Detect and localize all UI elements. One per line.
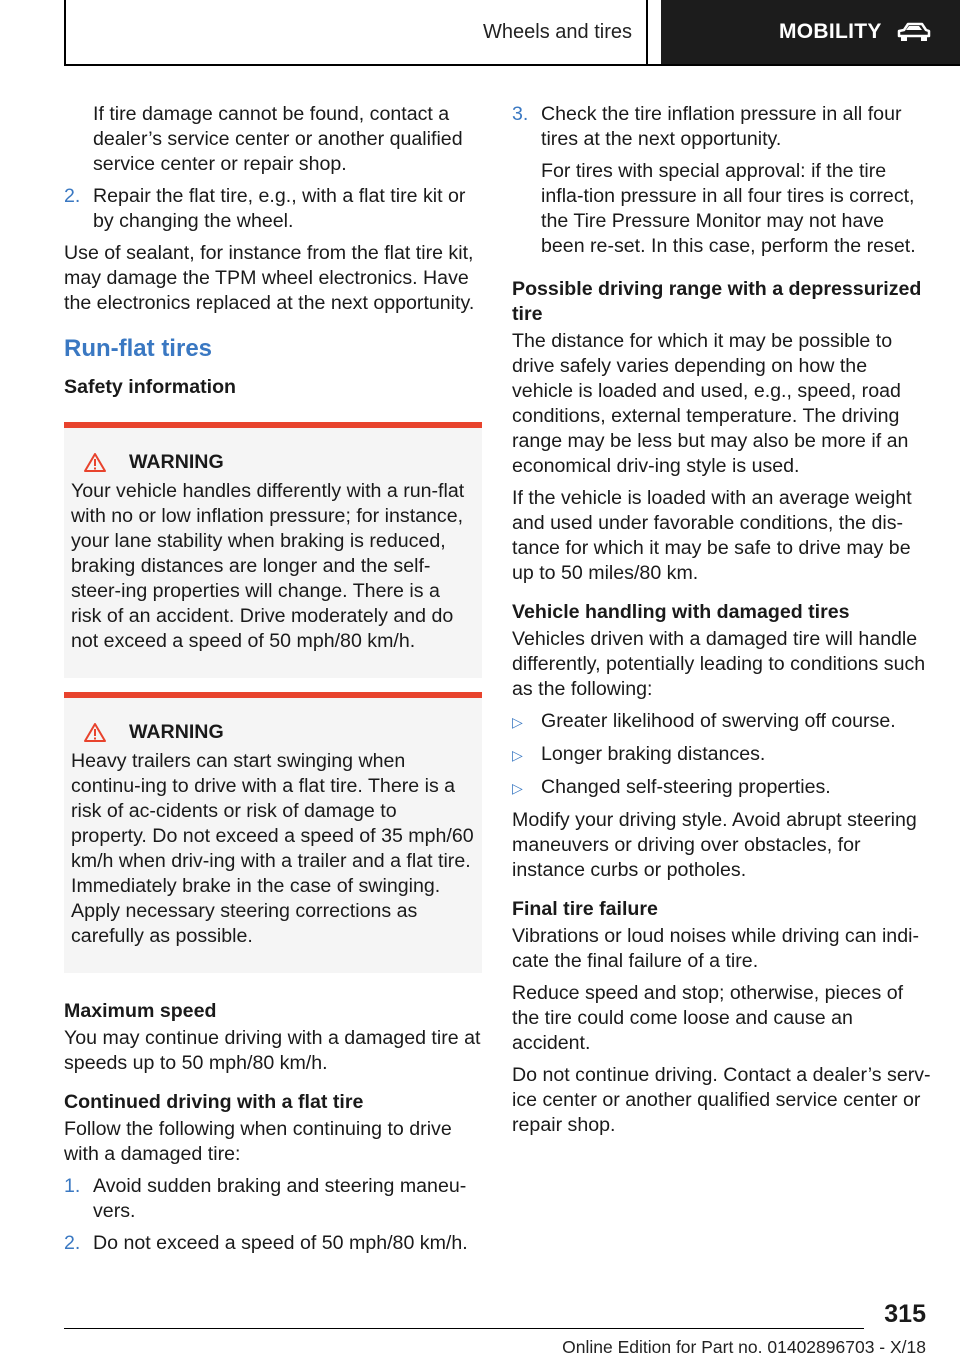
step-text: Do not exceed a speed of 50 mph/80 km/h.	[93, 1232, 468, 1254]
bullet-text: Longer braking distances.	[541, 743, 766, 765]
step-text: Avoid sudden braking and steering maneu-vers.	[93, 1175, 467, 1222]
warning-title: WARNING	[129, 721, 224, 743]
header-rule	[64, 64, 960, 66]
paragraph: The distance for which it may be possible to drive safely varies depending on how the vehicle is loaded and used, e.g., speed, road conditions, external temperature. The driving range may be less but may also be more if an economical driv-ing style is used.	[512, 330, 909, 477]
warning-text: Heavy trailers can start swinging when continu-ing to drive with a flat tire. There is a risk of ac-cidents or risk of damage to property. Do not exceed a speed of 35 mph/60 km/h when driv-ing with a trailer and a flat tire. Immediately brake in the case of swinging. Apply necessary steering corrections as carefully as possible.	[71, 750, 474, 947]
warning-text: Your vehicle handles differently with a run-flat with no or low inflation pressure; for instance, your lane stability when braking is reduced, braking distances are longer and the self-steer-ing properties will change. There is a risk of an accident. Drive moderately and do not exceed a speed of 50 mph/80 km/h.	[71, 480, 465, 652]
warning-box	[64, 692, 482, 973]
step-number: 2.	[64, 185, 81, 207]
list-item	[512, 775, 932, 801]
bullet-text: Greater likelihood of swerving off course.	[541, 710, 896, 732]
footer-rule	[64, 1328, 864, 1329]
list-item	[512, 742, 932, 768]
paragraph: Do not continue driving. Contact a dealer’s serv-ice center or another qualified service center or repair shop.	[512, 1064, 931, 1136]
step-number: 2.	[64, 1232, 81, 1254]
warning-box	[64, 422, 482, 678]
header-category-label: MOBILITY	[779, 20, 882, 43]
step-text: Repair the flat tire, e.g., with a flat tire kit or by changing the wheel.	[93, 185, 466, 232]
triangle-bullet-icon: ▷	[512, 780, 523, 796]
list-item	[512, 102, 932, 152]
subheading: Continued driving with a flat tire	[64, 1091, 364, 1113]
paragraph: If tire damage cannot be found, contact a dealer’s service center or another qualified service center or repair shop.	[93, 103, 463, 175]
list-item	[64, 1231, 482, 1256]
right-column	[512, 102, 932, 1145]
list-item	[64, 184, 482, 234]
paragraph: Modify your driving style. Avoid abrupt steering maneuvers or driving over obstacles, for instance curbs or potholes.	[512, 809, 917, 881]
step-text: Check the tire inflation pressure in all four tires at the next opportunity.	[541, 103, 902, 150]
paragraph: Vehicles driven with a damaged tire will handle differently, potentially leading to conditions such as the following:	[512, 628, 926, 700]
paragraph: For tires with special approval: if the tire infla-tion pressure in all four tires is correct, the Tire Pressure Monitor may not have been re-set. In this case, perform the reset.	[541, 160, 916, 257]
triangle-bullet-icon: ▷	[512, 747, 523, 763]
paragraph: You may continue driving with a damaged tire at speeds up to 50 mph/80 km/h.	[64, 1027, 481, 1074]
step-number: 3.	[512, 103, 529, 125]
list-item	[512, 709, 932, 735]
bullet-text: Changed self-steering properties.	[541, 776, 831, 798]
section-heading: Run-flat tires	[64, 335, 213, 362]
header-section-title: Wheels and tires	[64, 0, 648, 64]
subheading: Final tire failure	[512, 898, 658, 920]
warning-icon	[83, 722, 107, 743]
subheading: Vehicle handling with damaged tires	[512, 601, 850, 623]
paragraph: If the vehicle is loaded with an average weight and used under favorable conditions, the dis-tance for which it may be safe to drive may be up to 50 miles/80 km.	[512, 487, 912, 584]
step-number: 1.	[64, 1175, 81, 1197]
list-item	[64, 1174, 482, 1224]
car-icon	[896, 21, 932, 43]
subheading: Safety information	[64, 376, 237, 398]
header-category	[661, 0, 960, 64]
page-number: 315	[884, 1300, 926, 1328]
triangle-bullet-icon: ▷	[512, 714, 523, 730]
subheading: Maximum speed	[64, 1000, 217, 1022]
left-column	[64, 102, 482, 1263]
paragraph: Vibrations or loud noises while driving can indi-cate the final failure of a tire.	[512, 925, 919, 972]
paragraph: Follow the following when continuing to drive with a damaged tire:	[64, 1118, 452, 1165]
paragraph: Use of sealant, for instance from the flat tire kit, may damage the TPM wheel electronics. Have the electronics replaced at the next opportunity.	[64, 242, 475, 314]
paragraph: Reduce speed and stop; otherwise, pieces of the tire could come loose and cause an accident.	[512, 982, 904, 1054]
subheading: Possible driving range with a depressurized tire	[512, 278, 922, 325]
warning-title: WARNING	[129, 451, 224, 473]
warning-icon	[83, 452, 107, 473]
edition-note: Online Edition for Part no. 01402896703 - X/18	[562, 1337, 926, 1357]
